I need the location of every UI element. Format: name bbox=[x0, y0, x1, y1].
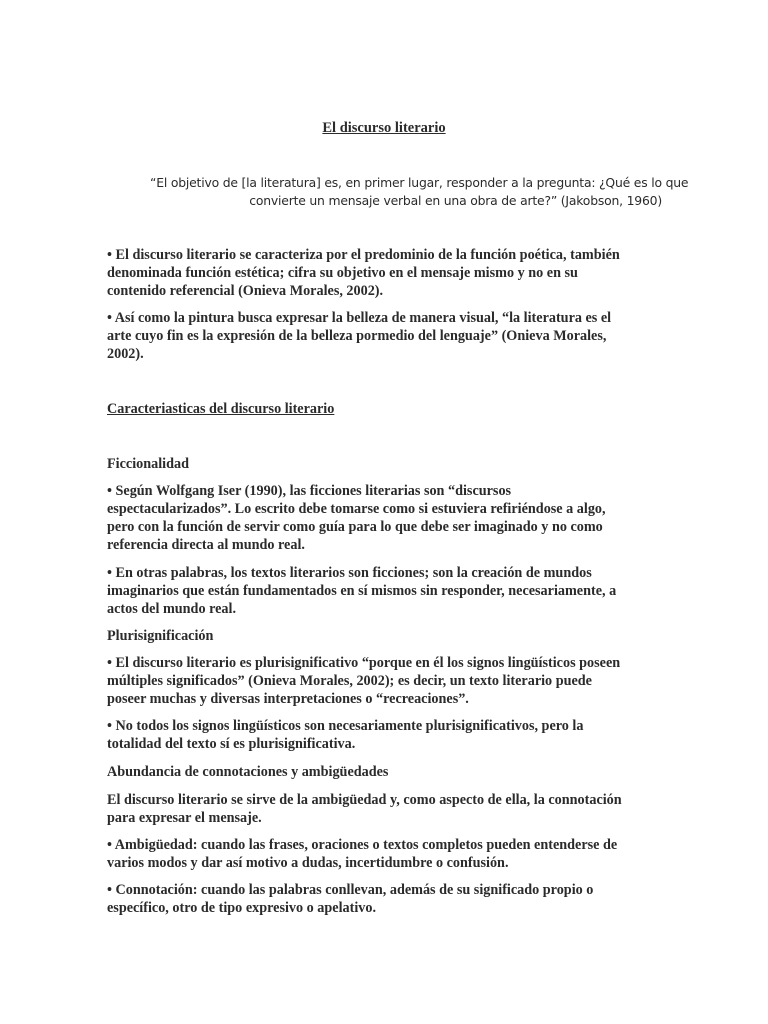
paragraph-line: El discurso literario se sirve de la ambigüedad y, como aspecto de ella, la connotación bbox=[107, 792, 622, 808]
intro-paragraph-2 bbox=[107, 309, 667, 363]
paragraph-line: actos del mundo real. bbox=[107, 601, 237, 617]
subheading-ficcionalidad: Ficcionalidad bbox=[107, 456, 189, 472]
subheading-plurisignificacion: Plurisignificación bbox=[107, 628, 214, 644]
paragraph-line: • Según Wolfgang Iser (1990), las ficciones literarias son “discursos bbox=[107, 483, 512, 499]
paragraph-line: múltiples significados” (Onieva Morales, 2002); es decir, un texto literario puede bbox=[107, 673, 592, 689]
ficcionalidad-paragraph-2 bbox=[107, 564, 667, 618]
paragraph-line: • Connotación: cuando las palabras conllevan, además de su significado propio o bbox=[107, 882, 594, 898]
plurisignificacion-paragraph-1 bbox=[107, 654, 667, 708]
epigraph-quote bbox=[150, 174, 689, 210]
paragraph-line: • El discurso literario es plurisignificativo “porque en él los signos lingüísticos poseen bbox=[107, 655, 621, 671]
paragraph-line: para expresar el mensaje. bbox=[107, 810, 262, 826]
paragraph-line: • Ambigüedad: cuando las frases, oraciones o textos completos pueden entenderse de bbox=[107, 837, 618, 853]
paragraph-line: 2002). bbox=[107, 346, 144, 362]
connotaciones-paragraph-1 bbox=[107, 791, 667, 827]
paragraph-line: • Así como la pintura busca expresar la belleza de manera visual, “la literatura es el bbox=[107, 310, 612, 326]
plurisignificacion-paragraph-2 bbox=[107, 717, 667, 753]
paragraph-line: pero con la función de servir como guía para lo que debe ser imaginado y no como bbox=[107, 519, 603, 535]
paragraph-line: • No todos los signos lingüísticos son necesariamente plurisignificativos, pero la bbox=[107, 718, 584, 734]
paragraph-line: varios modos y dar así motivo a dudas, incertidumbre o confusión. bbox=[107, 855, 509, 871]
paragraph-line: denominada función estética; cifra su objetivo en el mensaje mismo y no en su bbox=[107, 265, 578, 281]
connotaciones-paragraph-2 bbox=[107, 836, 667, 872]
paragraph-line: específico, otro de tipo expresivo o apelativo. bbox=[107, 900, 377, 916]
ficcionalidad-paragraph-1 bbox=[107, 482, 667, 554]
intro-paragraph-1 bbox=[107, 246, 667, 300]
paragraph-line: imaginarios que están fundamentados en sí mismos sin responder, necesariamente, a bbox=[107, 583, 617, 599]
epigraph-line: convierte un mensaje verbal en una obra de arte?” (Jakobson, 1960) bbox=[249, 193, 662, 208]
section-heading: Caracteriasticas del discurso literario bbox=[107, 401, 335, 417]
subheading-connotaciones: Abundancia de connotaciones y ambigüedades bbox=[107, 764, 389, 780]
epigraph-line: “El objetivo de [la literatura] es, en primer lugar, responder a la pregunta: ¿Qué es lo que bbox=[150, 175, 689, 190]
paragraph-line: • El discurso literario se caracteriza por el predominio de la función poética, también bbox=[107, 247, 620, 263]
paragraph-line: totalidad del texto sí es plurisignificativa. bbox=[107, 736, 356, 752]
paragraph-line: referencia directa al mundo real. bbox=[107, 537, 305, 553]
paragraph-line: contenido referencial (Onieva Morales, 2002). bbox=[107, 283, 384, 299]
paragraph-line: poseer muchas y diversas interpretaciones o “recreaciones”. bbox=[107, 691, 469, 707]
paragraph-line: arte cuyo fin es la expresión de la belleza pormedio del lenguaje” (Onieva Morales, bbox=[107, 328, 607, 344]
paragraph-line: espectacularizados”. Lo escrito debe tomarse como si estuviera refiriéndose a algo, bbox=[107, 501, 606, 517]
connotaciones-paragraph-3 bbox=[107, 881, 667, 917]
paragraph-line: • En otras palabras, los textos literarios son ficciones; son la creación de mundos bbox=[107, 565, 592, 581]
document-title: El discurso literario bbox=[322, 120, 446, 136]
